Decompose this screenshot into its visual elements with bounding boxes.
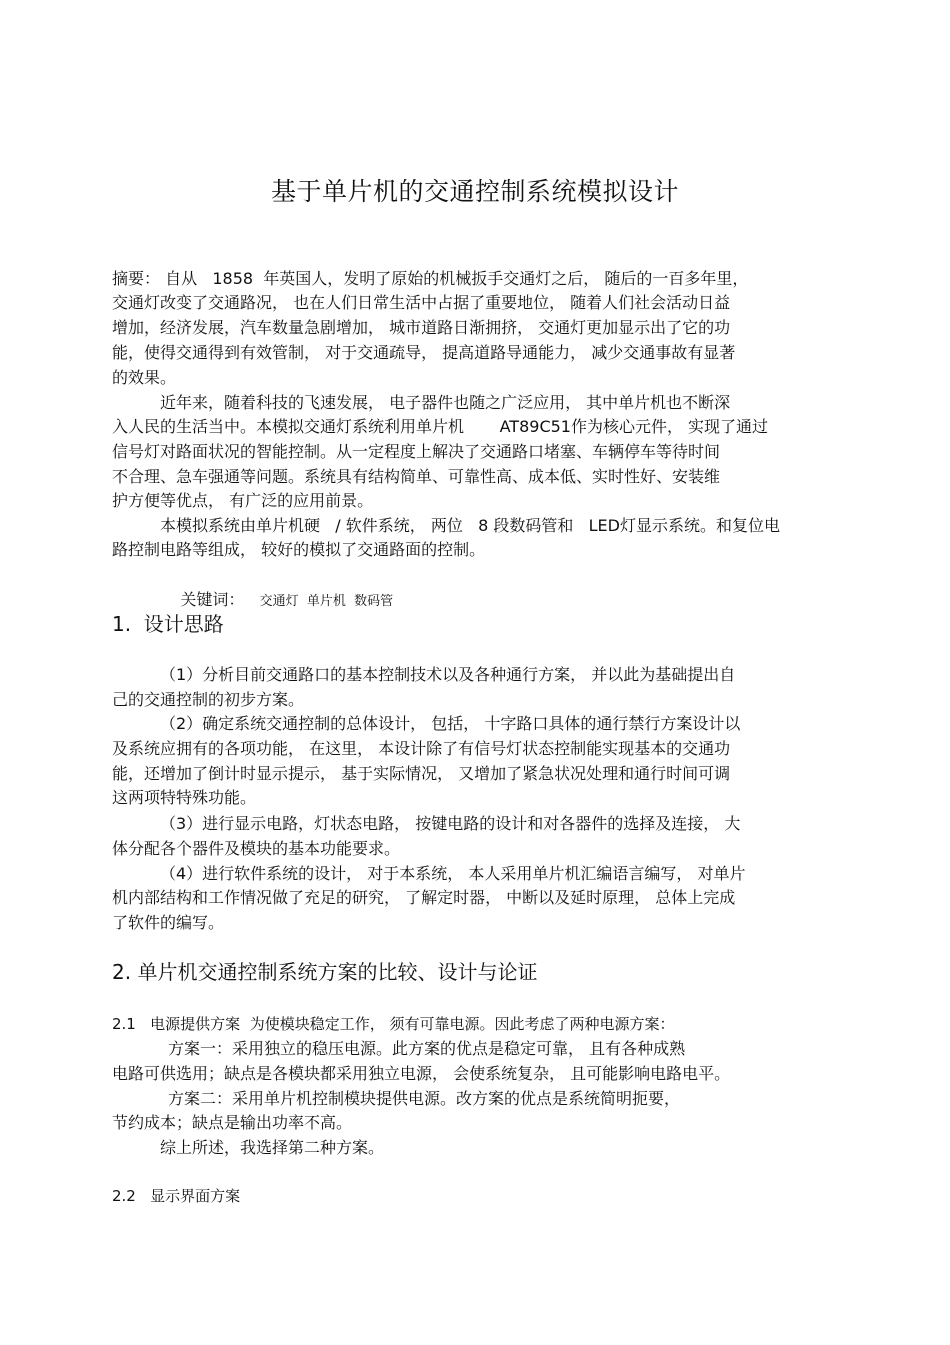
paragraph-line: 电路可供选用；缺点是各模块都采用独立电源， 会使系统复杂， 且可能影响电路电平。 xyxy=(112,1064,731,1083)
paragraph-line: 了软件的编写。 xyxy=(112,913,225,932)
paragraph-line: （1）分析目前交通路口的基本控制技术以及各种通行方案， 并以此为基础提出自 xyxy=(160,665,736,684)
abstract-line: 不合理、急车强通等问题。系统具有结构简单、可靠性高、成本低、实时性好、安装维 xyxy=(112,467,721,486)
subsection-2-1-line: 2.1 电源提供方案 为使模块稳定工作， 须有可靠电源。因此考虑了两种电源方案： xyxy=(112,1015,675,1033)
abstract-line: 交通灯改变了交通路况， 也在人们日常生活中占据了重要地位， 随着人们社会活动日益 xyxy=(112,293,731,312)
paragraph-line: 机内部结构和工作情况做了充足的研究， 了解定时器， 中断以及延时原理， 总体上完成 xyxy=(112,888,736,907)
abstract-line: 护方便等优点， 有广泛的应用前景。 xyxy=(112,491,374,510)
abstract-line: 路控制电路等组成， 较好的模拟了交通路面的控制。 xyxy=(112,540,486,559)
paragraph-line: 体分配各个器件及模块的基本功能要求。 xyxy=(112,839,401,858)
paragraph-line: 节约成本；缺点是输出功率不高。 xyxy=(112,1113,353,1132)
abstract-line: 摘要： 自从 1858 年英国人，发明了原始的机械扳手交通灯之后， 随后的一百多年里， xyxy=(112,269,749,288)
paragraph-line: （3）进行显示电路，灯状态电路， 按键电路的设计和对各器件的选择及连接， 大 xyxy=(160,814,741,833)
paragraph-line: 方案一：采用独立的稳压电源。此方案的优点是稳定可靠， 且有各种成熟 xyxy=(168,1039,686,1058)
paragraph-line: 综上所述，我选择第二种方案。 xyxy=(160,1138,385,1157)
abstract-line: 本模拟系统由单片机硬 / 软件系统， 两位 8 段数码管和 LED灯显示系统。和复位电 xyxy=(160,516,780,535)
paragraph-line: （2）确定系统交通控制的总体设计， 包括， 十字路口具体的通行禁行方案设计以 xyxy=(160,714,741,733)
subsection-2-2-heading: 2.2 显示界面方案 xyxy=(112,1187,241,1205)
keywords-label: 关键词： xyxy=(180,590,245,609)
paragraph-line: 能，还增加了倒计时显示提示， 基于实际情况， 又增加了紧急状况处理和通行时间可调 xyxy=(112,764,731,783)
document-title: 基于单片机的交通控制系统模拟设计 xyxy=(270,177,679,206)
paragraph-line: 这两项特特殊功能。 xyxy=(112,788,257,807)
paragraph-line: （4）进行软件系统的设计， 对于本系统， 本人采用单片机汇编语言编写， 对单片 xyxy=(160,864,746,883)
section-heading-2: 2. 单片机交通控制系统方案的比较、设计与论证 xyxy=(112,960,538,984)
paragraph-line: 及系统应拥有的各项功能， 在这里， 本设计除了有信号灯状态控制能实现基本的交通功 xyxy=(112,739,731,758)
abstract-line: 信号灯对路面状况的智能控制。从一定程度上解决了交通路口堵塞、车辆停车等待时间 xyxy=(112,442,721,461)
abstract-line: 能，使得交通得到有效管制， 对于交通疏导， 提高道路导通能力， 减少交通事故有显著 xyxy=(112,343,736,362)
abstract-line: 入人民的生活当中。本模拟交通灯系统利用单片机 AT89C51作为核心元件， 实现了通过 xyxy=(112,417,769,436)
section-heading-1: 1. 设计思路 xyxy=(112,612,224,636)
abstract-line: 的效果。 xyxy=(112,368,177,387)
keywords-list: 交通灯 单片机 数码管 xyxy=(259,594,394,609)
abstract-line: 增加，经济发展，汽车数量急剧增加， 城市道路日渐拥挤， 交通灯更加显示出了它的功 xyxy=(112,318,731,337)
paragraph-line: 己的交通控制的初步方案。 xyxy=(112,690,305,709)
paragraph-line: 方案二：采用单片机控制模块提供电源。改方案的优点是系统简明扼要， xyxy=(168,1089,681,1108)
abstract-line: 近年来，随着科技的飞速发展， 电子器件也随之广泛应用， 其中单片机也不断深 xyxy=(160,393,731,412)
